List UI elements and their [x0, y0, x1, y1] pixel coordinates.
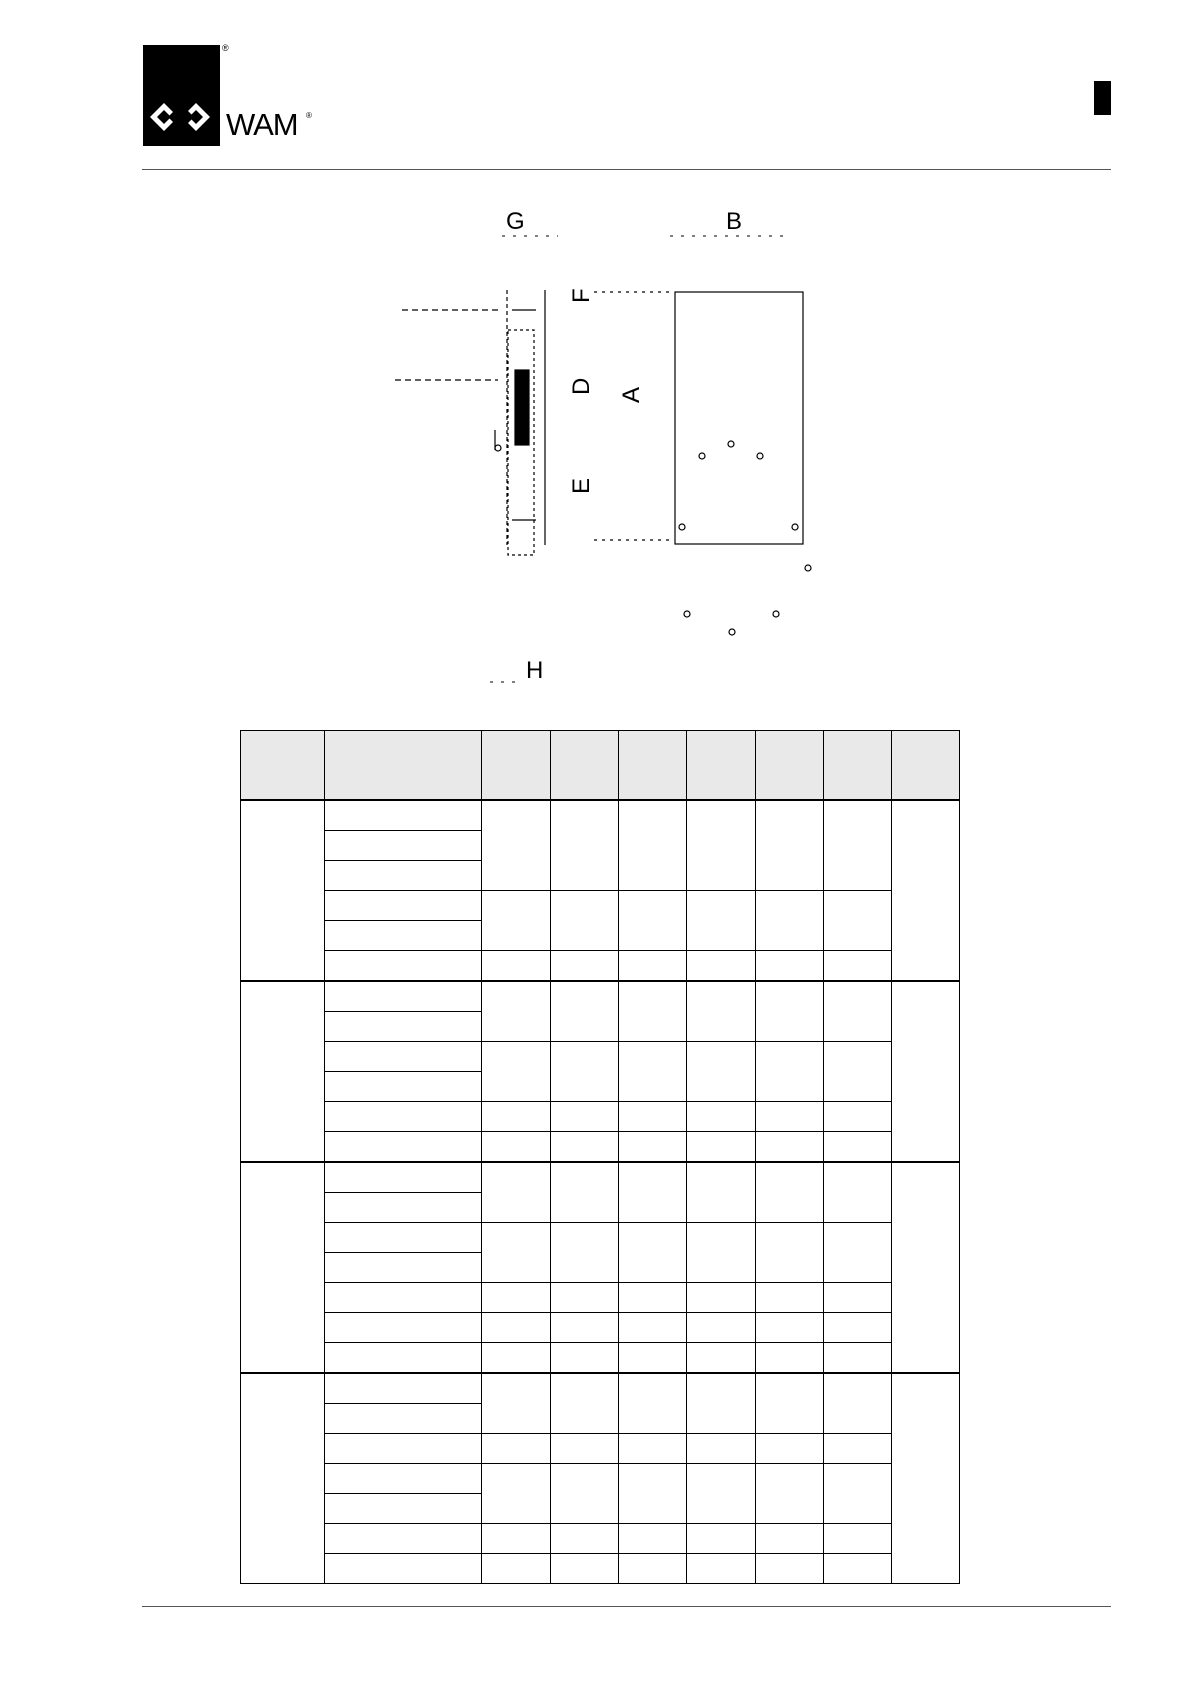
table-cell [687, 891, 756, 951]
header-cell [325, 731, 482, 801]
table-cell [756, 1464, 824, 1524]
table-cell [325, 1042, 482, 1072]
dimension-label-d: D [568, 377, 595, 395]
table-cell [325, 1253, 482, 1283]
table-cell [687, 1223, 756, 1283]
table-row [241, 951, 960, 982]
table-cell [325, 1072, 482, 1102]
table-cell [325, 1373, 482, 1404]
table-cell [824, 1102, 892, 1132]
table-cell [756, 1283, 824, 1313]
dimension-label-f: F [568, 288, 595, 303]
table-cell [482, 981, 551, 1042]
table-cell [687, 1042, 756, 1102]
table-cell [482, 891, 551, 951]
table-cell [756, 1042, 824, 1102]
table-cell [325, 1102, 482, 1132]
table-cell [756, 1343, 824, 1374]
table-cell [824, 1132, 892, 1163]
table-cell [325, 951, 482, 982]
table-cell [325, 800, 482, 831]
table-cell [482, 1313, 551, 1343]
table-cell [325, 861, 482, 891]
table-cell [551, 800, 619, 891]
table-cell [482, 951, 551, 982]
table-cell [824, 891, 892, 951]
table-cell [687, 951, 756, 982]
table-cell [551, 1132, 619, 1163]
table-cell [824, 1524, 892, 1554]
brand-registered-mark: ® [306, 111, 312, 120]
table-cell [325, 1283, 482, 1313]
table-row [241, 981, 960, 1012]
table-cell [824, 1554, 892, 1584]
table-row [241, 1373, 960, 1404]
table-cell [824, 1042, 892, 1102]
table-cell [325, 891, 482, 921]
table-cell [551, 1434, 619, 1464]
table-cell [325, 1162, 482, 1193]
table-cell [551, 1223, 619, 1283]
table-cell [824, 1464, 892, 1524]
group-cell [241, 1162, 325, 1373]
group-cell [892, 981, 960, 1162]
header-cell [687, 731, 756, 801]
table-cell [824, 1162, 892, 1223]
table-cell [482, 1373, 551, 1434]
group-cell [892, 1162, 960, 1373]
table-cell [619, 1132, 687, 1163]
table-cell [482, 1132, 551, 1163]
table-cell [756, 800, 824, 891]
table-cell [687, 1162, 756, 1223]
table-cell [756, 1102, 824, 1132]
table-cell [325, 981, 482, 1012]
dimension-label-b: B [726, 208, 743, 235]
table-cell [482, 800, 551, 891]
dimension-lines [490, 236, 786, 682]
table-cell [325, 1404, 482, 1434]
table-cell [756, 1373, 824, 1434]
table-row [241, 1524, 960, 1554]
header-cell [892, 731, 960, 801]
table-cell [551, 951, 619, 982]
table-cell [551, 981, 619, 1042]
table-cell [551, 1313, 619, 1343]
table-row [241, 1343, 960, 1374]
table-cell [482, 1343, 551, 1374]
table-cell [756, 1434, 824, 1464]
table-cell [824, 1434, 892, 1464]
table-cell [325, 1343, 482, 1374]
table-row [241, 1132, 960, 1163]
table-cell [619, 1283, 687, 1313]
table-cell [325, 1434, 482, 1464]
table-cell [756, 951, 824, 982]
table-cell [824, 1343, 892, 1374]
table-cell [325, 1464, 482, 1494]
table-cell [551, 1283, 619, 1313]
table-cell [824, 1313, 892, 1343]
table-cell [756, 1524, 824, 1554]
table-cell [551, 1464, 619, 1524]
footer-rule [142, 1606, 1111, 1607]
table-cell [325, 831, 482, 861]
table-cell [824, 1223, 892, 1283]
table-cell [756, 981, 824, 1042]
table-cell [824, 800, 892, 891]
table-cell [687, 1554, 756, 1584]
table-cell [482, 1524, 551, 1554]
table-cell [619, 1524, 687, 1554]
wam-logo-mark-icon [143, 45, 220, 146]
table-cell [687, 1132, 756, 1163]
table-cell [619, 1223, 687, 1283]
table-cell [619, 1042, 687, 1102]
table-cell [687, 1464, 756, 1524]
table-cell [325, 1193, 482, 1223]
table-cell [824, 1283, 892, 1313]
table-cell [756, 1313, 824, 1343]
group-cell [241, 981, 325, 1162]
table-cell [619, 800, 687, 891]
group-cell [892, 1373, 960, 1584]
group-cell [241, 800, 325, 981]
header-rule [142, 169, 1111, 170]
table-cell [619, 891, 687, 951]
table-cell [482, 1434, 551, 1464]
table-cell [482, 1042, 551, 1102]
dimension-label-e: E [568, 477, 595, 494]
table-row [241, 1283, 960, 1313]
table-cell [687, 1373, 756, 1434]
table-cell [824, 1373, 892, 1434]
table-cell [325, 1313, 482, 1343]
table-cell [551, 1042, 619, 1102]
table-cell [687, 1343, 756, 1374]
table-cell [551, 1554, 619, 1584]
table-cell [619, 951, 687, 982]
group-cell [892, 800, 960, 981]
table-cell [619, 1434, 687, 1464]
table-cell [482, 1223, 551, 1283]
brand-name: WAM [226, 107, 298, 142]
table-cell [551, 1373, 619, 1434]
table-cell [756, 1223, 824, 1283]
table-cell [756, 1132, 824, 1163]
table-cell [325, 1012, 482, 1042]
table-cell [619, 1554, 687, 1584]
table-cell [619, 1373, 687, 1434]
dimension-label-g: G [506, 208, 525, 235]
table-cell [756, 1554, 824, 1584]
table-cell [619, 1313, 687, 1343]
table-cell [619, 1162, 687, 1223]
table-cell [325, 921, 482, 951]
table-cell [325, 1494, 482, 1524]
dimension-label-a: A [618, 386, 645, 403]
table-row [241, 1223, 960, 1253]
table-cell [325, 1223, 482, 1253]
table-cell [551, 1162, 619, 1223]
table-row [241, 1434, 960, 1464]
table-cell [619, 1343, 687, 1374]
table-cell [619, 1102, 687, 1132]
table-cell [756, 891, 824, 951]
table-row [241, 1162, 960, 1193]
table-cell [619, 1464, 687, 1524]
table-row [241, 1554, 960, 1584]
table-cell [687, 1313, 756, 1343]
header-cell [619, 731, 687, 801]
table-cell [824, 951, 892, 982]
table-cell [482, 1283, 551, 1313]
table-cell [687, 800, 756, 891]
table-cell [325, 1132, 482, 1163]
front-view-outline [594, 292, 811, 635]
table-cell [619, 981, 687, 1042]
header-cell [482, 731, 551, 801]
table-cell [687, 1434, 756, 1464]
header-cell [756, 731, 824, 801]
table-row [241, 800, 960, 831]
table-cell [687, 1524, 756, 1554]
table-cell [482, 1162, 551, 1223]
table-cell [482, 1554, 551, 1584]
table-cell [551, 1102, 619, 1132]
table-row [241, 1313, 960, 1343]
table-cell [482, 1102, 551, 1132]
table-cell [551, 891, 619, 951]
technical-drawing [300, 200, 840, 700]
header-cell [241, 731, 325, 801]
table-cell [687, 981, 756, 1042]
table-row [241, 1464, 960, 1494]
table-cell [325, 1554, 482, 1584]
table-row [241, 1042, 960, 1072]
header-cell [824, 731, 892, 801]
table-cell [482, 1464, 551, 1524]
dimension-label-h: H [526, 657, 544, 684]
table-row [241, 891, 960, 921]
table-cell [687, 1283, 756, 1313]
registered-mark: ® [222, 43, 229, 53]
spec-table [240, 730, 960, 1584]
table-cell [824, 981, 892, 1042]
table-header-row [241, 731, 960, 801]
table-cell [756, 1162, 824, 1223]
table-cell [551, 1343, 619, 1374]
section-tab-marker [1094, 81, 1111, 115]
group-cell [241, 1373, 325, 1584]
table-cell [325, 1524, 482, 1554]
table-cell [687, 1102, 756, 1132]
table-cell [551, 1524, 619, 1554]
table-row [241, 1102, 960, 1132]
header-cell [551, 731, 619, 801]
side-view-outline [395, 290, 545, 555]
